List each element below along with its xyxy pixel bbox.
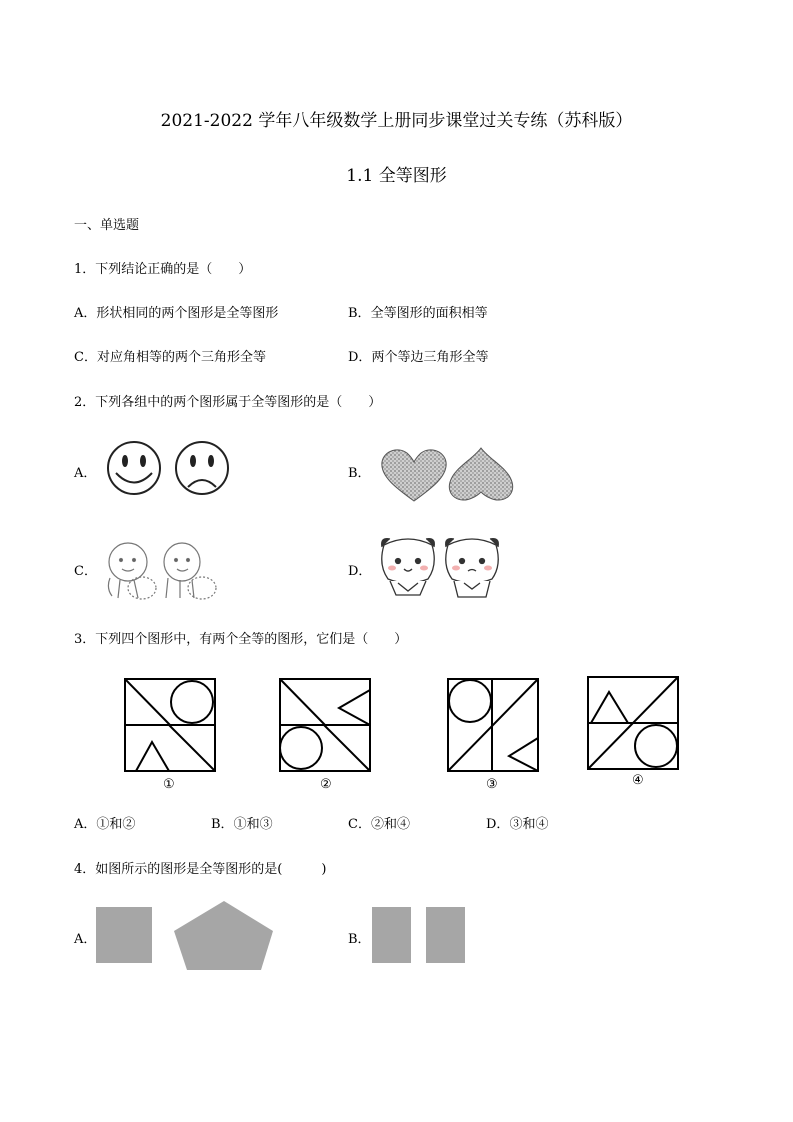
option-label: B． — [211, 817, 234, 832]
option-text: 对应角相等的两个三角形全等 — [96, 350, 266, 365]
option-label: C． — [348, 817, 371, 832]
document-subtitle: 1.1 全等图形 — [346, 166, 447, 186]
question-2-option-b-label[interactable]: B． — [348, 466, 371, 481]
question-2-option-d-label[interactable]: D． — [348, 564, 372, 579]
q3-figure-1 — [124, 678, 216, 772]
question-2-option-a-label[interactable]: A． — [74, 466, 97, 481]
option-text: 两个等边三角形全等 — [371, 350, 489, 365]
q3-figure-4-label: ④ — [632, 773, 644, 788]
option-label: D． — [486, 817, 510, 832]
option-text: ①和③ — [233, 817, 273, 832]
question-1-stem: 下列结论正确的是（ ） — [95, 262, 252, 277]
option-label: A． — [74, 817, 97, 832]
question-2 — [74, 391, 381, 410]
heart-shape — [382, 450, 446, 501]
panda-left — [382, 539, 435, 595]
section-heading: 一、单选题 — [74, 218, 140, 233]
question-4 — [74, 858, 326, 877]
smiley-face — [108, 442, 160, 494]
q3-figure-3-label: ③ — [486, 777, 498, 792]
question-3-option-a[interactable] — [74, 813, 135, 832]
question-1-option-b[interactable] — [348, 302, 488, 321]
gray-rectangle-right — [426, 907, 465, 963]
option-label: B． — [348, 306, 371, 321]
question-1-number: 1． — [74, 262, 96, 277]
turtle-right — [164, 543, 216, 599]
gray-pentagon — [174, 901, 273, 970]
option-label: C． — [74, 350, 97, 365]
smiley-faces-figure — [100, 440, 240, 500]
document-title: 2021-2022 学年八年级数学上册同步课堂过关专练（苏科版） — [160, 111, 633, 131]
two-rectangles-figure — [372, 907, 467, 964]
option-text: 形状相同的两个图形是全等图形 — [96, 306, 279, 321]
turtle-left — [108, 543, 156, 599]
rotated-heart-shape — [449, 448, 512, 500]
q3-figure-4 — [587, 676, 679, 770]
q3-figure-1-label: ① — [163, 777, 175, 792]
cartoon-turtles-figure — [98, 538, 223, 602]
question-4-stem: 如图所示的图形是全等图形的是( ) — [95, 862, 327, 877]
question-2-number: 2． — [74, 395, 96, 410]
question-3-number: 3． — [74, 632, 96, 647]
q3-figure-2 — [279, 678, 371, 772]
question-2-option-c-label[interactable]: C． — [74, 564, 97, 579]
option-text: 全等图形的面积相等 — [370, 306, 488, 321]
hearts-figure — [378, 446, 523, 506]
question-1-option-d[interactable] — [348, 346, 488, 365]
question-1-option-c[interactable] — [74, 346, 266, 365]
q3-figure-2-label: ② — [320, 777, 332, 792]
question-3-stem: 下列四个图形中，有两个全等的图形，它们是（ ） — [95, 632, 408, 647]
question-3-option-d[interactable] — [486, 813, 548, 832]
question-3-option-b[interactable] — [211, 813, 273, 832]
panda-right — [446, 539, 499, 597]
option-text: ③和④ — [509, 817, 549, 832]
gray-square — [96, 907, 152, 963]
question-3 — [74, 628, 407, 647]
option-label: D． — [348, 350, 372, 365]
option-text: ①和② — [96, 817, 136, 832]
question-4-number: 4． — [74, 862, 96, 877]
frowning-face — [176, 442, 228, 494]
cartoon-pandas-figure — [378, 535, 503, 601]
gray-rectangle-left — [372, 907, 411, 963]
question-4-option-a-label[interactable]: A． — [74, 932, 97, 947]
question-1 — [74, 258, 251, 277]
option-text: ②和④ — [370, 817, 410, 832]
question-2-stem: 下列各组中的两个图形属于全等图形的是（ ） — [95, 395, 382, 410]
q3-figure-3 — [447, 678, 539, 772]
question-3-option-c[interactable] — [348, 813, 410, 832]
question-4-option-b-label[interactable]: B． — [348, 932, 371, 947]
question-1-option-a[interactable] — [74, 302, 278, 321]
option-label: A． — [74, 306, 97, 321]
square-and-pentagon-figure — [96, 900, 276, 972]
